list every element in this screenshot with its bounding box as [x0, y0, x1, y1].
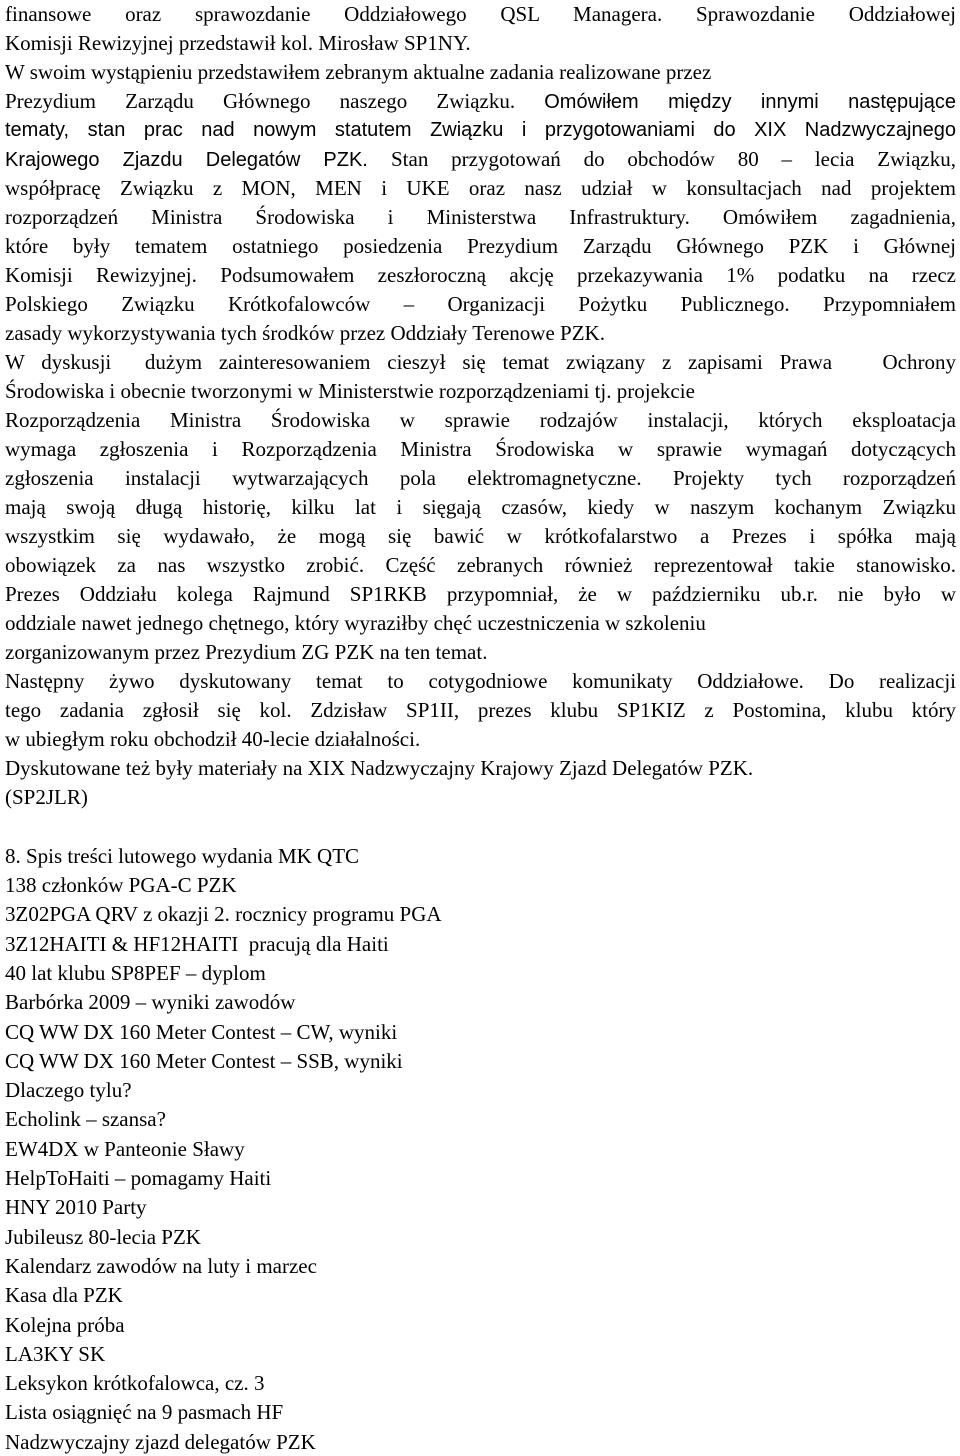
toc-item: Dlaczego tylu? — [5, 1078, 132, 1103]
toc-item: 3Z12HAITI & HF12HAITI pracują dla Haiti — [5, 931, 389, 956]
text-line: Komisji Rewizyjnej. Podsumowałem zeszłoroczną akcję przekazywania 1% podatku na rzecz — [5, 263, 956, 287]
toc-item: EW4DX w Panteonie Sławy — [5, 1136, 245, 1161]
text-line — [5, 145, 956, 174]
text-line: Następny żywo dyskutowany temat to cotygodniowe komunikaty Oddziałowe. Do realizacji — [5, 669, 956, 693]
text-line: Dyskutowane też były materiały na XIX Nadzwyczajny Krajowy Zjazd Delegatów PZK. — [5, 756, 754, 780]
toc-item: 138 członków PGA-C PZK — [5, 873, 237, 897]
text-line: zasady wykorzystywania tych środków przez Oddziały Terenowe PZK. — [5, 321, 605, 345]
toc-item: Leksykon krótkofalowca, cz. 3 — [5, 1371, 265, 1396]
text-line: wymaga zgłoszenia i Rozporządzenia Ministra Środowiska w sprawie wymagań dotyczących — [5, 437, 956, 461]
toc-item: CQ WW DX 160 Meter Contest – CW, wyniki — [5, 1019, 398, 1044]
text-run-sans: Omówiłem między innymi następujące — [544, 91, 956, 113]
toc-item: Kasa dla PZK — [5, 1283, 123, 1308]
text-line: Prezes Oddziału kolega Rajmund SP1RKB przypomniał, że w październiku ub.r. nie było w — [5, 582, 956, 606]
text-line: oddziale nawet jednego chętnego, który wyraziłby chęć uczestniczenia w szkoleniu — [5, 611, 706, 635]
text-line: wszystkim się wydawało, że mogą się bawić w krótkofalarstwo a Prezes i spółka mają — [5, 524, 956, 548]
text-line: W swoim wystąpieniu przedstawiłem zebranym aktualne zadania realizowane przez — [5, 60, 712, 84]
text-line: rozporządzeń Ministra Środowiska i Ministerstwa Infrastruktury. Omówiłem zagadnienia, — [5, 205, 956, 229]
text-line: tematy, stan prac nad nowym statutem Związku i przygotowaniami do XIX Nadzwyczajnego — [5, 119, 956, 141]
toc-item: Jubileusz 80-lecia PZK — [5, 1224, 201, 1249]
toc-item: LA3KY SK — [5, 1341, 106, 1366]
text-line: które były tematem ostatniego posiedzenia Prezydium Zarządu Głównego PZK i Głównej — [5, 234, 956, 258]
text-line: Polskiego Związku Krótkofalowców – Organizacji Pożytku Publicznego. Przypomniałem — [5, 292, 956, 316]
toc-item: Nadzwyczajny zjazd delegatów PZK — [5, 1429, 316, 1454]
toc-item: CQ WW DX 160 Meter Contest – SSB, wyniki — [5, 1048, 403, 1073]
text-line: Środowiska i obecnie tworzonymi w Ministerstwie rozporządzeniami tj. projekcie — [5, 379, 695, 403]
text-line: mają swoją długą historię, kilku lat i sięgają czasów, kiedy w naszym kochanym Związku — [5, 495, 956, 519]
text-line — [5, 87, 956, 116]
toc-item: Barbórka 2009 – wyniki zawodów — [5, 990, 296, 1015]
toc-heading: 8. Spis treści lutowego wydania MK QTC — [5, 844, 360, 868]
toc-item: Kalendarz zawodów na luty i marzec — [5, 1253, 317, 1278]
text-line: zorganizowanym przez Prezydium ZG PZK na ten temat. — [5, 640, 488, 664]
text-line: współpracę Związku z MON, MEN i UKE oraz nasz udział w konsultacjach nad projektem — [5, 176, 956, 200]
text-line: zgłoszenia instalacji wytwarzających pola elektromagnetyczne. Projekty tych rozporządzeń — [5, 466, 956, 490]
text-run: Prezydium Zarządu Głównego naszego Związku. — [5, 89, 545, 113]
text-run: Stan przygotowań do obchodów 80 – lecia Związku, — [390, 147, 956, 171]
text-line: tego zadania zgłosił się kol. Zdzisław SP1II, prezes klubu SP1KIZ z Postomina, klubu który — [5, 698, 956, 722]
toc-item: 40 lat klubu SP8PEF – dyplom — [5, 960, 266, 985]
toc-item: HelpToHaiti – pomagamy Haiti — [5, 1166, 272, 1190]
text-line: obowiązek za nas wszystko zrobić. Część zebranych również reprezentował takie stanowisko. — [5, 553, 956, 577]
toc-item: Kolejna próba — [5, 1312, 125, 1337]
text-line: Rozporządzenia Ministra Środowiska w sprawie rodzajów instalacji, których eksploatacja — [5, 408, 956, 432]
text-line: finansowe oraz sprawozdanie Oddziałowego QSL Managera. Sprawozdanie Oddziałowej — [5, 2, 956, 26]
toc-item: Echolink – szansa? — [5, 1107, 166, 1132]
toc-item: HNY 2010 Party — [5, 1195, 147, 1220]
text-line: Komisji Rewizyjnej przedstawił kol. Mirosław SP1NY. — [5, 31, 471, 55]
text-line: w ubiegłym roku obchodził 40-lecie działalności. — [5, 727, 421, 751]
toc-item: Lista osiągnięć na 9 pasmach HF — [5, 1400, 284, 1425]
text-run-sans: Krajowego Zjazdu Delegatów PZK. — [5, 149, 391, 171]
text-line: W dyskusji dużym zainteresowaniem cieszył się temat związany z zapisami Prawa Ochrony — [5, 350, 956, 374]
toc-item: 3Z02PGA QRV z okazji 2. rocznicy programu PGA — [5, 902, 442, 927]
text-line: (SP2JLR) — [5, 785, 88, 809]
